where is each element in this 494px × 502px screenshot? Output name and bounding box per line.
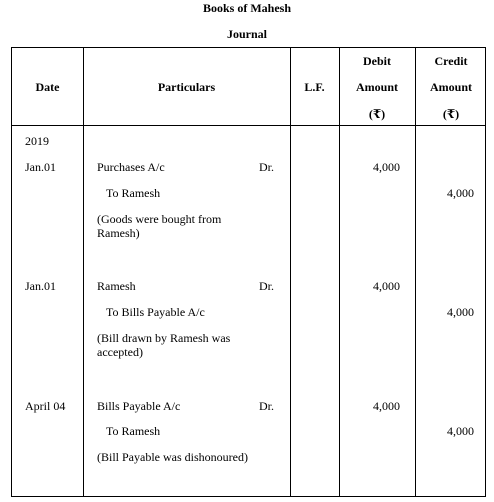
col-header-lf: L.F.: [304, 80, 325, 94]
entry-debit-account: Ramesh: [97, 279, 136, 293]
col-header-debit-2: Amount: [355, 80, 398, 94]
entry-debit-account: Bills Payable A/c: [97, 399, 181, 413]
entry-credit-amount: 4,000: [447, 305, 474, 319]
entry-debit-amount: 4,000: [373, 279, 400, 293]
col-header-credit-1: Credit: [434, 54, 468, 68]
col-header-credit-2: Amount: [429, 80, 472, 94]
col-divider-particulars: [290, 48, 291, 496]
book-title: Books of Mahesh: [202, 1, 291, 15]
entry-credit-amount: 4,000: [447, 186, 474, 200]
entry-narration-line1: (Bill Payable was dishonoured): [97, 450, 248, 464]
entry-dr-label: Dr.: [259, 279, 274, 293]
col-header-debit-3: (₹): [368, 107, 386, 121]
entry-debit-amount: 4,000: [373, 160, 400, 174]
entry-date: Jan.01: [25, 160, 56, 174]
entry-date: Jan.01: [25, 279, 56, 293]
header-divider: [12, 125, 485, 126]
entry-date: April 04: [25, 399, 66, 413]
entry-dr-label: Dr.: [259, 160, 274, 174]
entry-credit-account: To Ramesh: [106, 186, 161, 200]
entry-dr-label: Dr.: [259, 399, 274, 413]
year-label: 2019: [25, 134, 49, 148]
entry-narration-line2: accepted): [97, 345, 143, 359]
col-header-credit-3: (₹): [442, 107, 460, 121]
entry-credit-account: To Ramesh: [106, 424, 161, 438]
col-header-debit-1: Debit: [363, 54, 391, 68]
entry-narration-line2: Ramesh): [97, 226, 140, 240]
entry-narration-line1: (Goods were bought from: [97, 212, 222, 226]
entry-debit-account: Purchases A/c: [97, 160, 165, 174]
entry-credit-account: To Bills Payable A/c: [106, 305, 205, 319]
col-header-date: Date: [35, 80, 60, 94]
journal-table: [11, 47, 486, 497]
journal-title: Journal: [226, 27, 267, 41]
col-header-particulars: Particulars: [157, 80, 216, 94]
col-divider-date: [83, 48, 84, 496]
entry-credit-amount: 4,000: [447, 424, 474, 438]
entry-narration-line1: (Bill drawn by Ramesh was: [97, 331, 231, 345]
entry-debit-amount: 4,000: [373, 399, 400, 413]
